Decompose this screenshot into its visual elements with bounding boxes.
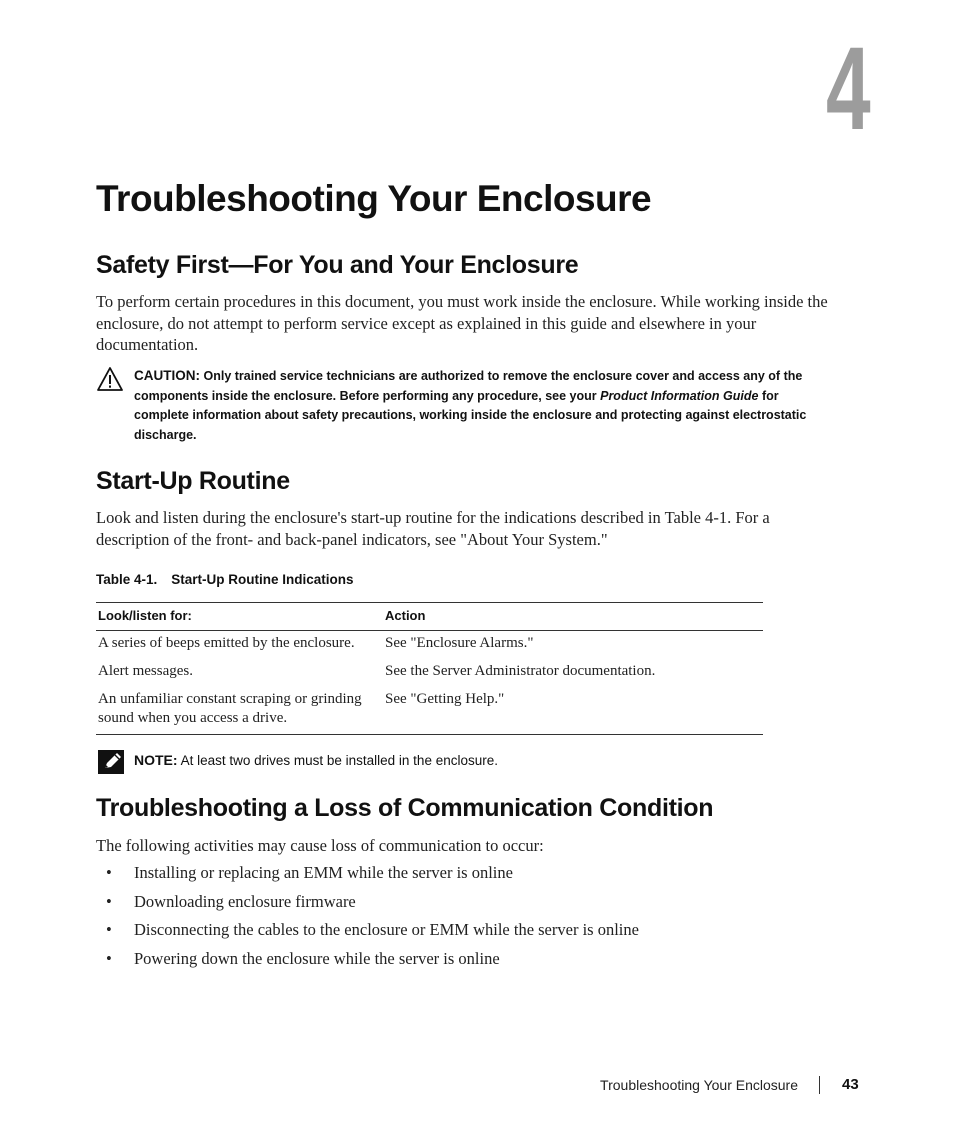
table-caption-number: Table 4-1.	[96, 572, 158, 587]
note-body: At least two drives must be installed in the enclosure.	[180, 753, 498, 768]
table-cell: A series of beeps emitted by the enclosure.	[98, 635, 355, 651]
caution-notice	[96, 366, 826, 446]
list-item	[96, 948, 639, 977]
list-item-text: Installing or replacing an EMM while the server is online	[134, 863, 513, 882]
table-row	[96, 687, 763, 735]
section-heading-startup: Start-Up Routine	[96, 467, 290, 495]
note-label: NOTE:	[134, 752, 178, 768]
bullet-marker: •	[106, 891, 112, 911]
bullet-list	[96, 862, 639, 976]
list-item-text: Disconnecting the cables to the enclosure or EMM while the server is online	[134, 920, 639, 939]
table-cell: An unfamiliar constant scraping or grinding sound when you access a drive.	[96, 687, 383, 735]
section-body-communication: The following activities may cause loss of communication to occur:	[96, 836, 544, 855]
page-title: Troubleshooting Your Enclosure	[96, 178, 652, 219]
warning-triangle-icon	[96, 366, 124, 392]
footer-divider	[819, 1076, 820, 1094]
table-row	[96, 631, 763, 660]
pencil-note-icon	[98, 750, 124, 774]
caution-text-after: for complete information about safety precautions, working inside the enclosure and protecting against electrostatic discharge.	[134, 388, 807, 442]
table-cell: Alert messages.	[98, 663, 193, 679]
table-caption-title: Start-Up Routine Indications	[171, 572, 354, 587]
table-cell: See "Enclosure Alarms."	[385, 635, 534, 651]
bullet-marker: •	[106, 948, 112, 968]
table-header-look: Look/listen for:	[96, 603, 383, 631]
footer-title: Troubleshooting Your Enclosure	[600, 1077, 798, 1093]
list-item-text: Downloading enclosure firmware	[134, 891, 356, 911]
note-text	[134, 750, 498, 771]
table-cell: See the Server Administrator documentation.	[385, 663, 656, 679]
section-body-startup: Look and listen during the enclosure's start-up routine for the indications described in Table 4-1. For a description of the front- and back-panel indicators, see "About Your System."	[96, 508, 770, 549]
list-item	[96, 891, 639, 920]
table-cell: See "Getting Help."	[383, 687, 763, 735]
bullet-marker: •	[106, 863, 112, 882]
list-item	[96, 862, 639, 891]
section-heading-safety: Safety First—For You and Your Enclosure	[96, 251, 579, 279]
caution-text-before: Only trained service technicians are authorized to remove the enclosure cover and access any of the components inside the enclosure. Before performing any procedure, see your	[134, 369, 803, 403]
table-header-row	[96, 603, 763, 631]
caution-emphasis: Product Information Guide	[600, 388, 759, 403]
page-number: 43	[842, 1076, 859, 1093]
bullet-marker: •	[106, 920, 112, 939]
table-row	[96, 659, 763, 687]
section-body-safety: To perform certain procedures in this document, you must work inside the enclosure. While working inside the enclosure, do not attempt to perform service except as explained in this guide and elsewhere in your documentation.	[96, 292, 828, 354]
table-caption	[96, 572, 354, 587]
table-header-action: Action	[383, 603, 763, 631]
caution-text	[134, 366, 824, 445]
section-heading-communication: Troubleshooting a Loss of Communication Condition	[96, 794, 714, 822]
list-item-text: Powering down the enclosure while the server is online	[134, 948, 500, 968]
chapter-number: 4	[826, 23, 871, 155]
list-item	[96, 919, 639, 948]
startup-indications-table	[96, 602, 763, 735]
caution-label: CAUTION:	[134, 368, 200, 383]
note-notice	[96, 750, 796, 776]
